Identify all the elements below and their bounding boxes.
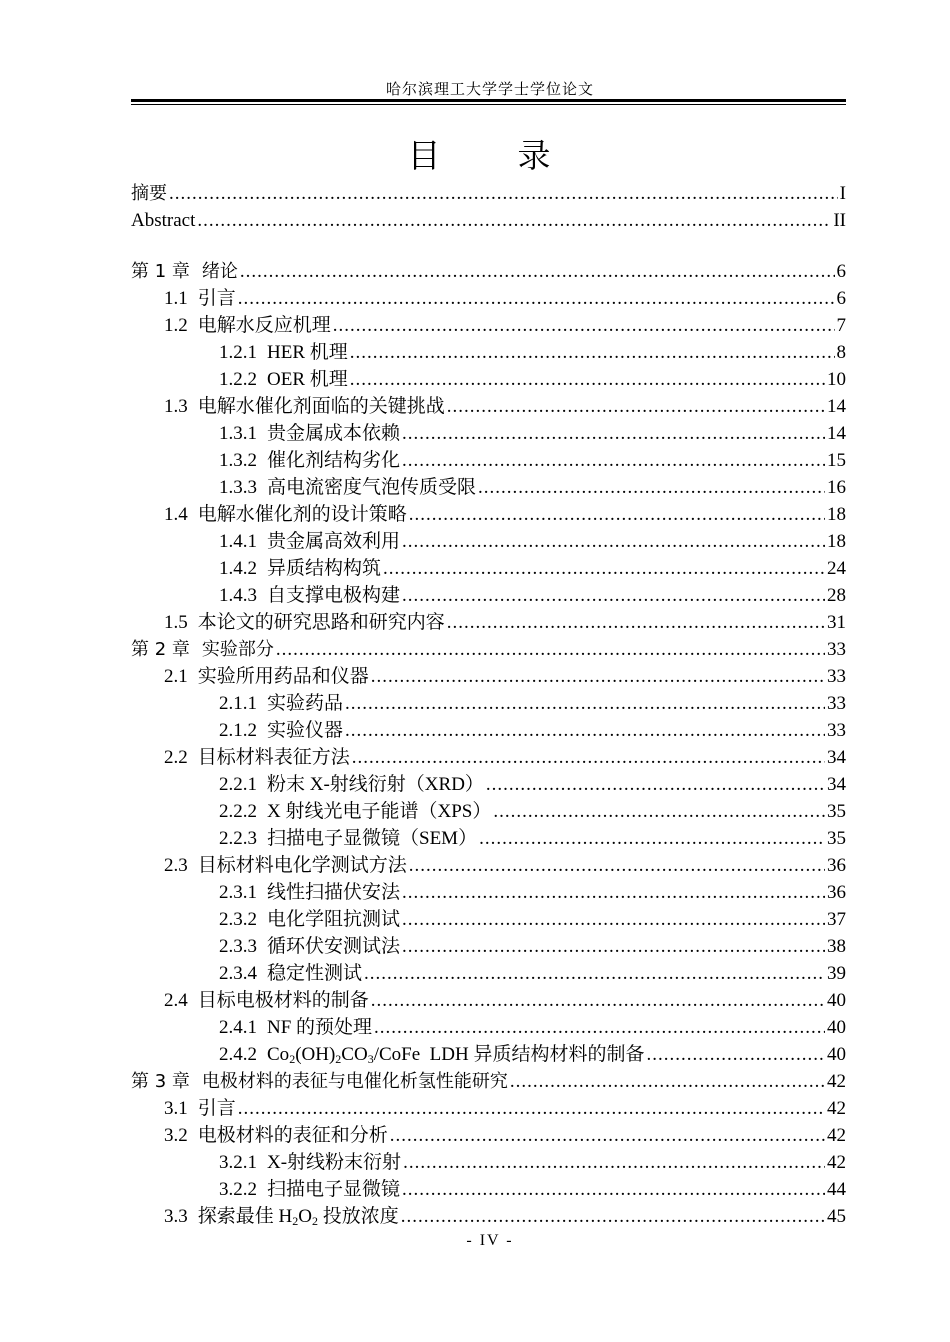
toc-section-entry[interactable] [131, 1149, 846, 1176]
toc-entry-page: 8 [836, 342, 846, 363]
toc-entry-number: 1.5 [164, 612, 188, 633]
running-header: 哈尔滨理工大学学士学位论文 [385, 82, 594, 98]
toc-entry-title: NF 的预处理 [267, 1017, 373, 1038]
toc-entry-title: 目标电极材料的制备 [197, 990, 369, 1011]
toc-entry-number: 2.2 [164, 747, 188, 768]
toc-entry-page: 33 [827, 639, 846, 660]
toc-section-entry[interactable] [131, 879, 846, 906]
toc-entry-number: 2.3.1 [219, 882, 257, 903]
toc-entry-page: 33 [827, 720, 846, 741]
toc-entry-title: X 射线光电子能谱（XPS） [267, 801, 492, 822]
toc-entry-title: $Co_2(OH)_2CO_3$/CoFe LDH 异质结构材料的制备 [267, 1044, 645, 1066]
toc-entry-number: 1.2.1 [219, 342, 257, 363]
toc-entry-title: 电极材料的表征与电催化析氢性能研究 [201, 1071, 508, 1092]
toc-entry-title: 扫描电子显微镜 [267, 1179, 401, 1200]
toc-section-entry[interactable] [131, 1095, 846, 1122]
toc-leader-dots [478, 474, 825, 501]
toc-leader-dots [493, 798, 825, 825]
toc-entry-abstract-en[interactable] [131, 207, 846, 234]
toc-section-entry[interactable] [131, 960, 846, 987]
toc-leader-dots [276, 636, 825, 663]
toc-entry-page: 42 [827, 1098, 846, 1119]
toc-entry-number: 第 3 章 [131, 1071, 190, 1092]
toc-leader-dots [402, 447, 825, 474]
toc-section-entry[interactable] [131, 366, 846, 393]
toc-section-entry[interactable] [131, 1041, 846, 1068]
toc-entry-page: 33 [827, 666, 846, 687]
toc-leader-dots [169, 180, 838, 207]
toc-entry-title: 贵金属成本依赖 [267, 423, 401, 444]
toc-section-entry[interactable] [131, 906, 846, 933]
toc-leader-dots [197, 207, 831, 234]
toc-leader-dots [402, 906, 825, 933]
toc-leader-dots [402, 1176, 825, 1203]
toc-entry-title: 实验所用药品和仪器 [197, 666, 369, 687]
toc-leader-dots [238, 285, 835, 312]
toc-section-entry[interactable] [131, 771, 846, 798]
toc-entry-number: 2.4.1 [219, 1017, 257, 1038]
toc-entry-page: 31 [827, 612, 846, 633]
toc-entry-number: 3.2.1 [219, 1152, 257, 1173]
toc-entry-page: 6 [836, 261, 846, 282]
toc-entry-page: 35 [827, 828, 846, 849]
toc-entry-page: 16 [827, 477, 846, 498]
toc-entry-page: 14 [827, 423, 846, 444]
toc-entry-page: 33 [827, 693, 846, 714]
toc-entry-title: HER 机理 [267, 342, 348, 363]
toc-section-entry[interactable] [131, 690, 846, 717]
toc-entry-number: 3.3 [164, 1206, 188, 1227]
toc-entry-number: 1.3.1 [219, 423, 257, 444]
toc-entry-title: 催化剂结构劣化 [267, 450, 401, 471]
toc-entry-page: 10 [827, 369, 846, 390]
toc-entry-page: II [833, 210, 846, 231]
toc-entry-number: 2.2.2 [219, 801, 257, 822]
toc-section-entry[interactable] [131, 582, 846, 609]
toc-entry-page: 42 [827, 1125, 846, 1146]
toc-entry-page: 42 [827, 1152, 846, 1173]
toc-entry-page: 40 [827, 1044, 846, 1065]
toc-entry-title: OER 机理 [267, 369, 348, 390]
toc-entry-title: 电化学阻抗测试 [267, 909, 401, 930]
toc-leader-dots [333, 312, 835, 339]
toc-leader-dots [371, 987, 825, 1014]
toc-section-entry[interactable] [131, 609, 846, 636]
toc-chapter-entry[interactable] [131, 636, 846, 663]
toc-leader-dots [409, 501, 825, 528]
toc-section-entry[interactable] [131, 798, 846, 825]
toc-leader-dots [402, 879, 825, 906]
toc-section-entry[interactable] [131, 852, 846, 879]
toc-entry-title: 粉末 X-射线衍射（XRD） [267, 774, 484, 795]
toc-entry-abstract-cn[interactable] [131, 180, 846, 207]
toc-entry-number: 1.2.2 [219, 369, 257, 390]
toc-entry-number: 2.2.3 [219, 828, 257, 849]
toc-entry-number: 1.4 [164, 504, 188, 525]
toc-entry-number: 2.1.2 [219, 720, 257, 741]
toc-leader-dots [364, 960, 825, 987]
toc-leader-dots [352, 744, 825, 771]
toc-section-entry[interactable] [131, 1122, 846, 1149]
toc-leader-dots [402, 420, 825, 447]
toc-section-entry[interactable] [131, 474, 846, 501]
toc-entry-number: 2.2.1 [219, 774, 257, 795]
toc-entry-list [131, 258, 846, 1230]
toc-section-entry[interactable] [131, 501, 846, 528]
page-number: - IV - [466, 1232, 514, 1249]
toc-entry-page: 38 [827, 936, 846, 957]
table-of-contents [131, 180, 846, 1230]
toc-section-entry[interactable] [131, 393, 846, 420]
toc-entry-page: 42 [827, 1071, 846, 1092]
toc-entry-page: 35 [827, 801, 846, 822]
toc-leader-dots [447, 393, 825, 420]
toc-section-entry[interactable] [131, 285, 846, 312]
toc-entry-title: 实验仪器 [267, 720, 344, 741]
toc-entry-title: 循环伏安测试法 [267, 936, 401, 957]
toc-entry-title: 电解水催化剂面临的关键挑战 [197, 396, 445, 417]
toc-entry-title: 扫描电子显微镜（SEM） [267, 828, 478, 849]
toc-leader-dots [447, 609, 825, 636]
toc-entry-number: 1.3 [164, 396, 188, 417]
toc-entry-title: 电极材料的表征和分析 [197, 1125, 388, 1146]
toc-entry-number: 2.1 [164, 666, 188, 687]
toc-entry-page: 18 [827, 531, 846, 552]
toc-leader-dots [371, 663, 825, 690]
toc-section-entry[interactable] [131, 825, 846, 852]
toc-entry-title: 高电流密度气泡传质受限 [267, 477, 477, 498]
toc-entry-number: 2.3 [164, 855, 188, 876]
toc-entry-number: 1.4.1 [219, 531, 257, 552]
toc-entry-number: 2.1.1 [219, 693, 257, 714]
toc-entry-page: 24 [827, 558, 846, 579]
toc-leader-dots [390, 1122, 825, 1149]
toc-entry-number: 1.1 [164, 288, 188, 309]
toc-section-entry[interactable] [131, 744, 846, 771]
toc-entry-page: 45 [827, 1206, 846, 1227]
toc-section-entry[interactable] [131, 420, 846, 447]
toc-entry-title: 引言 [197, 1098, 236, 1119]
toc-entry-number: 2.4.2 [219, 1044, 257, 1065]
toc-leader-dots [238, 1095, 825, 1122]
toc-title: 目 录 [407, 136, 573, 175]
toc-leader-dots [409, 852, 825, 879]
toc-leader-dots [479, 825, 825, 852]
toc-entry-title: 实验药品 [267, 693, 344, 714]
toc-entry-page: 40 [827, 1017, 846, 1038]
toc-section-entry[interactable] [131, 1203, 846, 1230]
toc-leader-dots [345, 690, 825, 717]
toc-section-entry[interactable] [131, 987, 846, 1014]
toc-entry-page: 44 [827, 1179, 846, 1200]
toc-leader-dots [646, 1041, 825, 1068]
toc-entry-title: 电解水催化剂的设计策略 [197, 504, 407, 525]
toc-entry-page: 36 [827, 882, 846, 903]
toc-spacer [131, 234, 846, 258]
toc-entry-number: 第 1 章 [131, 261, 190, 282]
toc-leader-dots [486, 771, 825, 798]
toc-entry-page: 28 [827, 585, 846, 606]
toc-entry-number: 3.2.2 [219, 1179, 257, 1200]
toc-section-entry[interactable] [131, 339, 846, 366]
toc-leader-dots [401, 1203, 825, 1230]
toc-entry-number: 2.3.2 [219, 909, 257, 930]
toc-leader-dots [402, 528, 825, 555]
toc-leader-dots [374, 1014, 825, 1041]
toc-section-entry[interactable] [131, 447, 846, 474]
toc-entry-number: 第 2 章 [131, 639, 190, 660]
toc-entry-page: I [839, 183, 846, 204]
toc-entry-number: 2.3.4 [219, 963, 257, 984]
toc-entry-page: 37 [827, 909, 846, 930]
toc-entry-title: 自支撑电极构建 [267, 585, 401, 606]
header-rule-thick [131, 99, 846, 102]
toc-entry-title: 引言 [197, 288, 236, 309]
toc-entry-page: 6 [836, 288, 846, 309]
toc-entry-title: 线性扫描伏安法 [267, 882, 401, 903]
toc-entry-title: 贵金属高效利用 [267, 531, 401, 552]
toc-entry-page: 15 [827, 450, 846, 471]
toc-leader-dots [402, 582, 825, 609]
toc-section-entry[interactable] [131, 933, 846, 960]
toc-entry-page: 40 [827, 990, 846, 1011]
toc-entry-title: 异质结构构筑 [267, 558, 382, 579]
toc-section-entry[interactable] [131, 528, 846, 555]
toc-entry-page: 36 [827, 855, 846, 876]
toc-entry-title: 实验部分 [201, 639, 274, 660]
toc-entry-title: 绪论 [201, 261, 238, 282]
toc-section-entry[interactable] [131, 1176, 846, 1203]
toc-section-entry[interactable] [131, 555, 846, 582]
toc-entry-number: 1.4.3 [219, 585, 257, 606]
toc-leader-dots [345, 717, 825, 744]
toc-entry-page: 7 [836, 315, 846, 336]
toc-leader-dots [402, 933, 825, 960]
toc-leader-dots [350, 366, 825, 393]
toc-entry-title: 摘要 [131, 183, 167, 204]
toc-chapter-entry[interactable] [131, 258, 846, 285]
toc-leader-dots [510, 1068, 825, 1095]
toc-leader-dots [240, 258, 835, 285]
toc-chapter-entry[interactable] [131, 1068, 846, 1095]
toc-entry-title: X-射线粉末衍射 [267, 1152, 402, 1173]
toc-entry-page: 34 [827, 747, 846, 768]
toc-section-entry[interactable] [131, 1014, 846, 1041]
header-rule-thin [131, 104, 846, 105]
toc-section-entry[interactable] [131, 717, 846, 744]
toc-entry-title: 本论文的研究思路和研究内容 [197, 612, 445, 633]
toc-leader-dots [403, 1149, 825, 1176]
toc-entry-number: 1.3.3 [219, 477, 257, 498]
toc-entry-page: 18 [827, 504, 846, 525]
toc-entry-title: 目标材料电化学测试方法 [197, 855, 407, 876]
toc-entry-number: 1.2 [164, 315, 188, 336]
toc-entry-number: 3.2 [164, 1125, 188, 1146]
toc-entry-title: Abstract [131, 210, 196, 231]
toc-entry-number: 3.1 [164, 1098, 188, 1119]
toc-entry-title: 电解水反应机理 [197, 315, 331, 336]
toc-entry-number: 2.3.3 [219, 936, 257, 957]
toc-entry-number: 1.3.2 [219, 450, 257, 471]
toc-leader-dots [383, 555, 825, 582]
toc-leader-dots [350, 339, 835, 366]
toc-section-entry[interactable] [131, 663, 846, 690]
toc-entry-number: 1.4.2 [219, 558, 257, 579]
toc-entry-title: 探索最佳 $H_2O_2$ 投放浓度 [197, 1206, 399, 1228]
toc-entry-page: 14 [827, 396, 846, 417]
toc-entry-number: 2.4 [164, 990, 188, 1011]
toc-entry-page: 34 [827, 774, 846, 795]
toc-section-entry[interactable] [131, 312, 846, 339]
toc-entry-title: 稳定性测试 [267, 963, 363, 984]
toc-entry-page: 39 [827, 963, 846, 984]
toc-entry-title: 目标材料表征方法 [197, 747, 350, 768]
